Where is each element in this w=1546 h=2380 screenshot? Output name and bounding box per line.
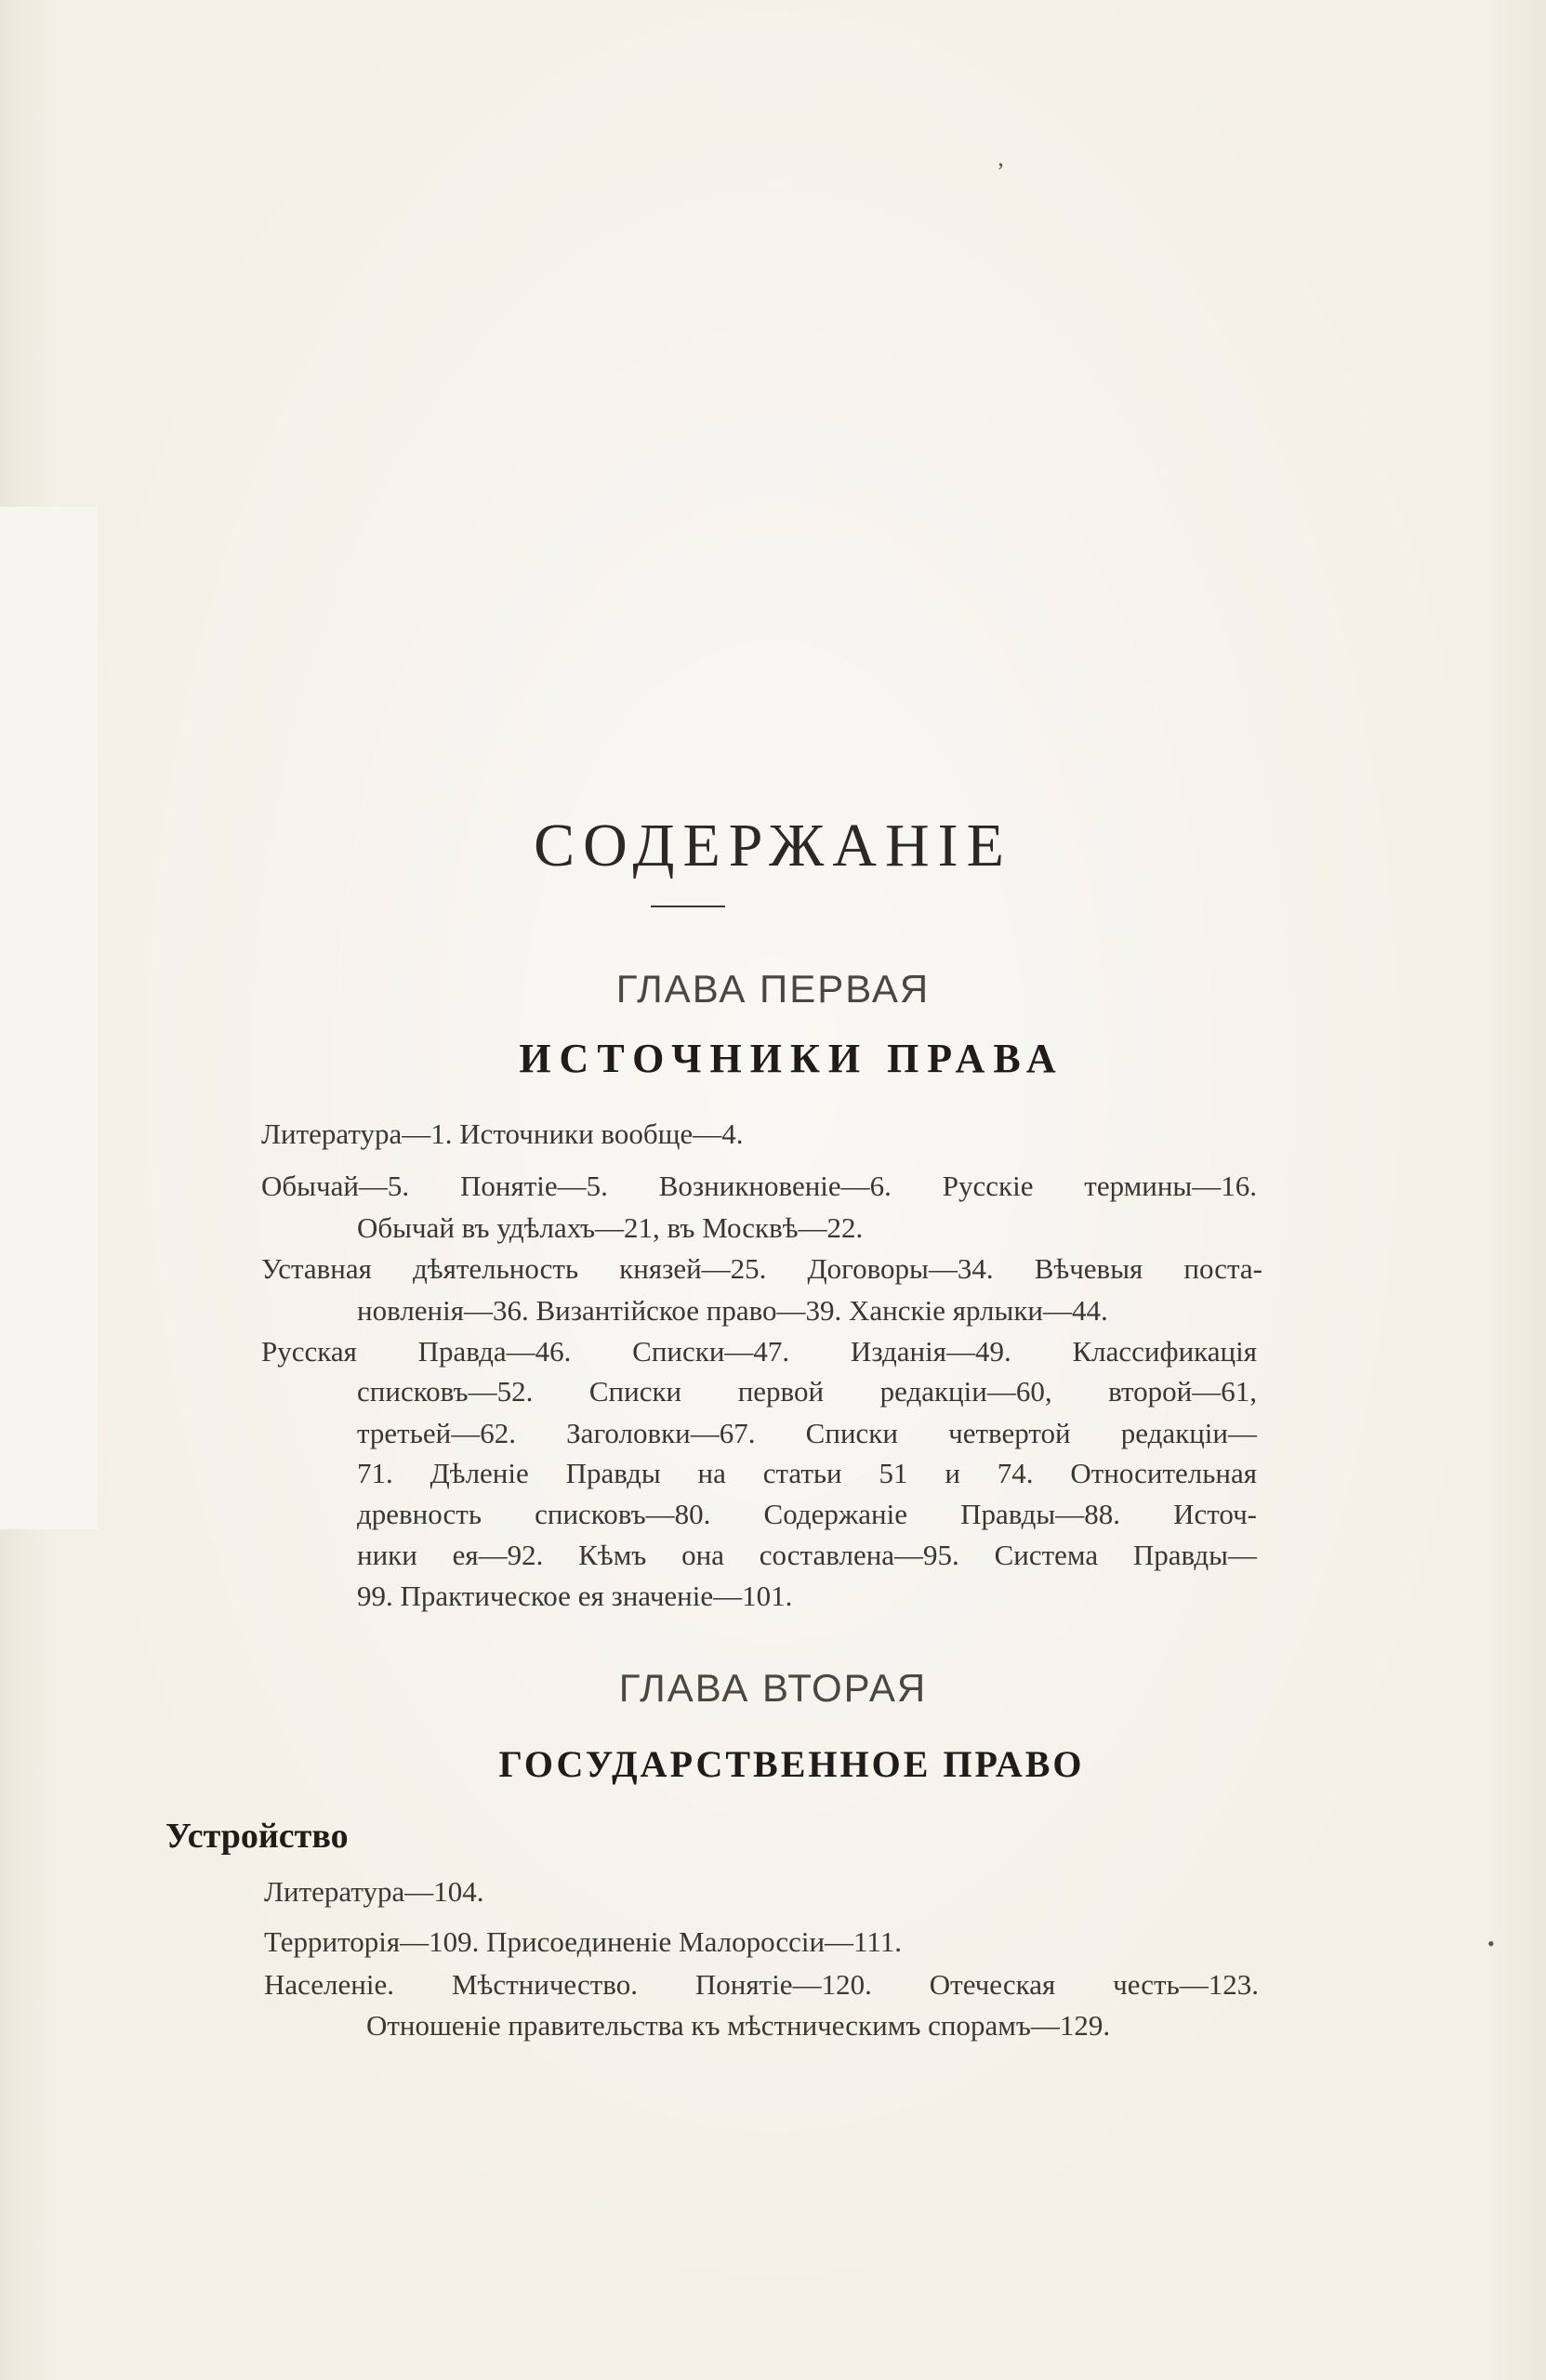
toc-line: списковъ—52. Списки первой редакціи—60, второй—61, [357, 1375, 1257, 1408]
toc-line: Уставная дѣятельность князей—25. Договоры—34. Вѣчевыя поста- [261, 1252, 1262, 1285]
section-heading: Устройство [165, 1817, 349, 1856]
toc-line: Литература—104. [264, 1875, 484, 1908]
toc-line: ники ея—92. Кѣмъ она составлена—95. Система Правды— [357, 1539, 1257, 1571]
toc-line: Обычай въ удѣлахъ—21, въ Москвѣ—22. [357, 1211, 864, 1244]
toc-line: новленія—36. Византійское право—39. Ханскіе ярлыки—44. [357, 1294, 1108, 1327]
chapter-2-label: ГЛАВА ВТОРАЯ [618, 1666, 928, 1710]
toc-line: Отношеніе правительства къ мѣстническимъ спорамъ—129. [366, 2009, 1111, 2042]
chapter-1-label: ГЛАВА ПЕРВАЯ [615, 967, 931, 1011]
toc-line: Территорія—109. Присоединеніе Малороссіи—111. [264, 1925, 903, 1958]
toc-line: 71. Дѣленіе Правды на статьи 51 и 74. Относительная [357, 1457, 1257, 1489]
toc-line: Литература—1. Источники вообще—4. [261, 1117, 744, 1150]
toc-line: Русская Правда—46. Списки—47. Изданія—49. Классификація [261, 1335, 1257, 1368]
toc-line: Обычай—5. Понятіе—5. Возникновеніе—6. Русскіе термины—16. [261, 1170, 1257, 1202]
toc-line: древность списковъ—80. Содержаніе Правды—88. Источ- [357, 1498, 1257, 1530]
page-edge-strip [0, 507, 98, 1529]
toc-line: 99. Практическое ея значеніе—101. [357, 1580, 793, 1612]
chapter-2-title: ГОСУДАРСТВЕННОЕ ПРАВО [498, 1743, 1085, 1785]
toc-line: третьей—62. Заголовки—67. Списки четвертой редакціи— [357, 1417, 1257, 1449]
page-speck: • [1487, 1932, 1495, 1955]
title-divider [651, 906, 725, 907]
contents-title: СОДЕРЖАНІЕ [534, 812, 1012, 880]
page-speck: ʼ [997, 158, 1005, 185]
toc-line: Населеніе. Мѣстничество. Понятіе—120. Отеческая честь—123. [264, 1968, 1259, 2001]
chapter-1-title: ИСТОЧНИКИ ПРАВА [519, 1036, 1064, 1081]
